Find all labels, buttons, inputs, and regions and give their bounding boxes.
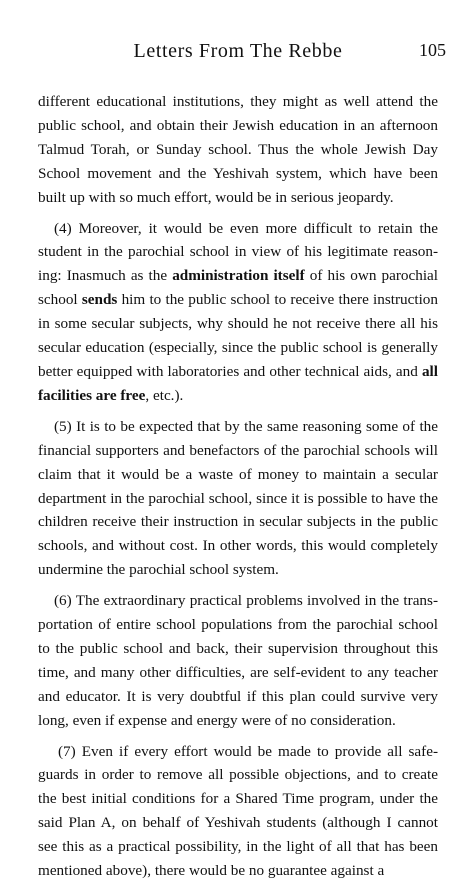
paragraph-6: (6) The extraordinary practical problems involved in the transportation of entire school populations from the parochial school to the public school and back, their supervision throughout this time, and many other difficulties, are self-evident to any teacher and educator. It is very doubtful if this plan could survive very long, even if expense and energy were of no consideration. [38,592,438,729]
bold-sends: sends [81,291,118,309]
paragraph-4 [38,217,438,408]
paragraph-4-text-3: him to the public school to receive there instruction in some secular subjects, why should he not receive there all his secular education (especially, since the public school is generally better equipped with laboratories and other technical aids, and [38,291,438,380]
running-title: Letters From The Rebbe [133,40,343,62]
bold-administration-itself: administration itself [172,267,305,285]
paragraph-continuation: different educational institutions, they might as well attend the public school, and obtain their Jewish education in an afternoon Talmud Torah, or Sunday school. Thus the whole Jewish Day School movement and the Yeshivah system, which have been built up with so much effort, would be in serious jeopardy. [38,93,438,206]
paragraph-7: (7) Even if every effort would be made to provide all safeguards in order to remove all possible objections, and to create the best initial conditions for a Shared Time program, under the said Plan A, on behalf of Yeshivah students (although I cannot see this as a practical possibility, in the light of all that has been mentioned above), there would be no guarantee against a [38,742,438,880]
paragraph-5: (5) It is to be expected that by the same reasoning some of the financial supporters and benefactors of the parochial schools will claim that it would be a waste of money to maintain a secular department in the parochial school, since it is possible to have the children receive their instruction in secular subjects in the public schools, and without cost. In other words, this would completely undermine the parochial school system. [38,417,438,579]
paragraph-4-text-4: , etc.). [145,386,184,404]
paragraph-4-text-1: (4) Moreover, it would be even more difficult to retain the student in the parochial school in view of his legitimate reasoning: Inasmuch as the [38,219,438,285]
page-header [0,40,476,70]
body-text [38,90,438,890]
paragraph-4-text-2: of his own parochial school [38,267,439,309]
page-number: 105 [419,40,446,60]
bold-all-facilities-are-free: all facilities are free [38,362,438,404]
